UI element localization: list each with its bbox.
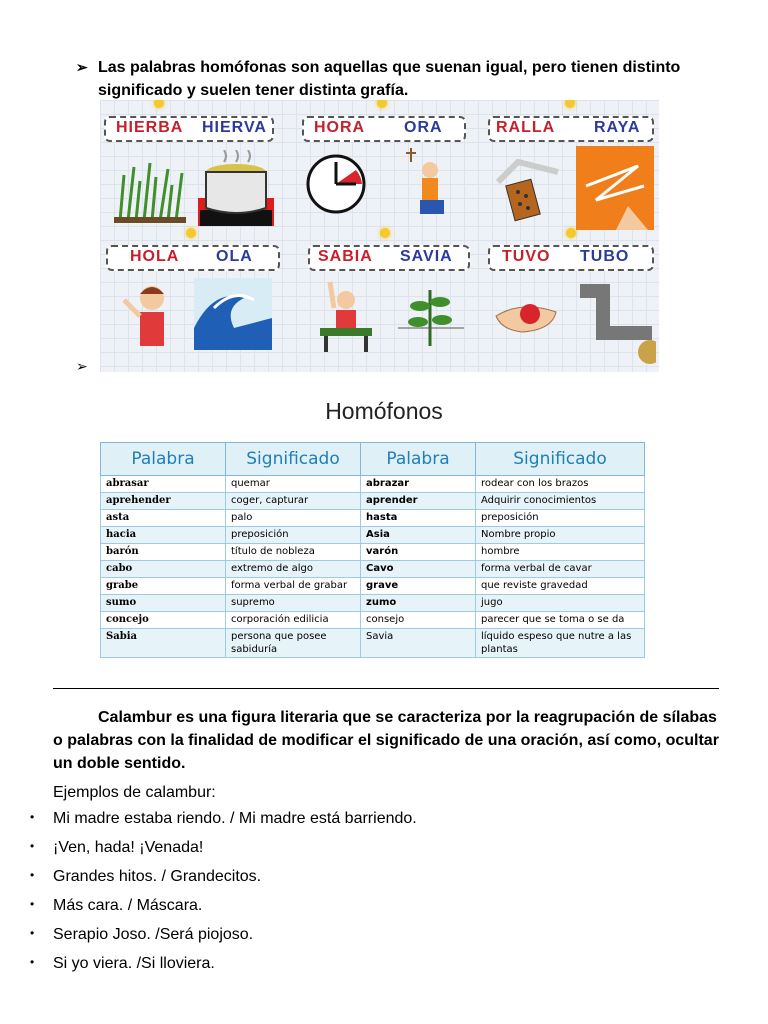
word-b: SAVIA bbox=[400, 248, 453, 265]
table-row bbox=[101, 493, 645, 510]
homophones-table bbox=[100, 442, 645, 658]
word-cell: barón bbox=[101, 544, 226, 561]
meaning-cell: forma verbal de grabar bbox=[226, 578, 361, 595]
word-cell: cabo bbox=[101, 561, 226, 578]
meaning-cell: que reviste gravedad bbox=[476, 578, 645, 595]
meaning-cell: persona que posee sabiduría bbox=[226, 629, 361, 658]
clock-icon bbox=[304, 152, 368, 216]
examples-list bbox=[30, 810, 417, 984]
homophones-definition: Las palabras homófonas son aquellas que suenan igual, pero tienen distinto significado y suelen tener distinta grafía. bbox=[98, 59, 681, 99]
word-cell: aprehender bbox=[101, 493, 226, 510]
list-item bbox=[30, 810, 417, 839]
table-row bbox=[101, 595, 645, 612]
meaning-cell: supremo bbox=[226, 595, 361, 612]
meaning-cell: palo bbox=[226, 510, 361, 527]
meaning-cell: hombre bbox=[476, 544, 645, 561]
word-cell: grave bbox=[361, 578, 476, 595]
word-a: TUVO bbox=[502, 248, 551, 265]
word-pair-label bbox=[308, 245, 470, 271]
list-item bbox=[30, 897, 417, 926]
word-cell: abrasar bbox=[101, 476, 226, 493]
list-item bbox=[30, 955, 417, 984]
word-pair-label bbox=[488, 116, 654, 142]
table-row bbox=[101, 527, 645, 544]
word-a: HOLA bbox=[130, 248, 180, 265]
table-title: Homófonos bbox=[325, 398, 443, 424]
meaning-cell: quemar bbox=[226, 476, 361, 493]
sun-icon bbox=[377, 100, 387, 108]
plant-sprout-icon bbox=[398, 280, 464, 352]
meaning-cell: corporación edilicia bbox=[226, 612, 361, 629]
word-cell: Savia bbox=[361, 629, 476, 658]
word-a: SABIA bbox=[318, 248, 373, 265]
word-a: HIERBA bbox=[116, 119, 184, 136]
meaning-cell: forma verbal de cavar bbox=[476, 561, 645, 578]
calambur-definition: Calambur es una figura literaria que se caracteriza por la reagrupación de sílabas o palabras con la finalidad de modificar el significado de una oración, así como, ocultar un doble sentido. bbox=[53, 709, 719, 772]
word-cell: Asia bbox=[361, 527, 476, 544]
word-cell: Cavo bbox=[361, 561, 476, 578]
column-header: Significado bbox=[476, 443, 645, 476]
table-body bbox=[101, 476, 645, 658]
grass-icon bbox=[110, 155, 190, 225]
column-header: Significado bbox=[226, 443, 361, 476]
word-a: RALLA bbox=[496, 119, 556, 136]
bullet-dot-icon: • bbox=[30, 868, 35, 882]
table-row bbox=[101, 629, 645, 658]
boiling-pot-icon bbox=[198, 150, 276, 226]
grater-icon bbox=[488, 152, 562, 222]
bullet-dot-icon: • bbox=[30, 810, 35, 824]
homophones-illustration bbox=[100, 100, 659, 372]
column-header: Palabra bbox=[361, 443, 476, 476]
word-pair-label bbox=[104, 116, 274, 142]
column-header: Palabra bbox=[101, 443, 226, 476]
meaning-cell: rodear con los brazos bbox=[476, 476, 645, 493]
meaning-cell: jugo bbox=[476, 595, 645, 612]
word-cell: varón bbox=[361, 544, 476, 561]
word-b: RAYA bbox=[594, 119, 641, 136]
word-pair-label bbox=[302, 116, 466, 142]
example-text: Más cara. / Máscara. bbox=[53, 897, 203, 914]
meaning-cell: título de nobleza bbox=[226, 544, 361, 561]
example-text: Serapio Joso. /Será piojoso. bbox=[53, 926, 254, 943]
table-row bbox=[101, 561, 645, 578]
sun-icon bbox=[565, 100, 575, 108]
word-b: OLA bbox=[216, 248, 253, 265]
sun-icon bbox=[380, 228, 390, 238]
meaning-cell: extremo de algo bbox=[226, 561, 361, 578]
example-text: Mi madre estaba riendo. / Mi madre está barriendo. bbox=[53, 810, 417, 827]
table-row bbox=[101, 510, 645, 527]
table-header-row bbox=[101, 443, 645, 476]
word-cell: asta bbox=[101, 510, 226, 527]
meaning-cell: Nombre propio bbox=[476, 527, 645, 544]
hand-holding-ball-icon bbox=[492, 290, 564, 340]
table-row bbox=[101, 578, 645, 595]
word-cell: sumo bbox=[101, 595, 226, 612]
meaning-cell: coger, capturar bbox=[226, 493, 361, 510]
bullet-dot-icon: • bbox=[30, 926, 35, 940]
table-row bbox=[101, 544, 645, 561]
student-raising-hand-icon bbox=[312, 278, 378, 354]
separator-line bbox=[53, 688, 719, 689]
word-pair-label bbox=[488, 245, 654, 271]
meaning-cell: preposición bbox=[476, 510, 645, 527]
example-text: Grandes hitos. / Grandecitos. bbox=[53, 868, 262, 885]
arrow-bullet-icon: ➢ bbox=[76, 59, 88, 75]
word-cell: grabe bbox=[101, 578, 226, 595]
empty-arrow-bullet-icon: ➢ bbox=[76, 358, 88, 374]
word-a: HORA bbox=[314, 119, 366, 136]
sun-icon bbox=[154, 100, 164, 108]
word-cell: Sabia bbox=[101, 629, 226, 658]
list-item bbox=[30, 868, 417, 897]
list-item bbox=[30, 926, 417, 955]
table-row bbox=[101, 612, 645, 629]
pipe-icon bbox=[576, 278, 656, 368]
meaning-cell: parecer que se toma o se da bbox=[476, 612, 645, 629]
word-pair-label bbox=[106, 245, 280, 271]
word-cell: aprender bbox=[361, 493, 476, 510]
bullet-dot-icon: • bbox=[30, 897, 35, 911]
praying-boy-icon bbox=[406, 148, 456, 224]
examples-title: Ejemplos de calambur: bbox=[53, 784, 216, 801]
sun-icon bbox=[566, 228, 576, 238]
example-text: Si yo viera. /Si lloviera. bbox=[53, 955, 215, 972]
bullet-dot-icon: • bbox=[30, 839, 35, 853]
word-b: HIERVA bbox=[202, 119, 267, 136]
word-cell: hacia bbox=[101, 527, 226, 544]
word-b: TUBO bbox=[580, 248, 630, 265]
word-cell: consejo bbox=[361, 612, 476, 629]
list-item bbox=[30, 839, 417, 868]
table-row bbox=[101, 476, 645, 493]
ocean-wave-icon bbox=[194, 278, 272, 350]
word-b: ORA bbox=[404, 119, 443, 136]
waving-girl-icon bbox=[112, 280, 182, 352]
word-cell: abrazar bbox=[361, 476, 476, 493]
meaning-cell: líquido espeso que nutre a las plantas bbox=[476, 629, 645, 658]
sun-icon bbox=[186, 228, 196, 238]
meaning-cell: Adquirir conocimientos bbox=[476, 493, 645, 510]
meaning-cell: preposición bbox=[226, 527, 361, 544]
bullet-dot-icon: • bbox=[30, 955, 35, 969]
example-text: ¡Ven, hada! ¡Venada! bbox=[53, 839, 204, 856]
word-cell: zumo bbox=[361, 595, 476, 612]
word-cell: concejo bbox=[101, 612, 226, 629]
drawing-line-icon bbox=[576, 146, 654, 230]
word-cell: hasta bbox=[361, 510, 476, 527]
intro-bullet bbox=[76, 56, 686, 102]
